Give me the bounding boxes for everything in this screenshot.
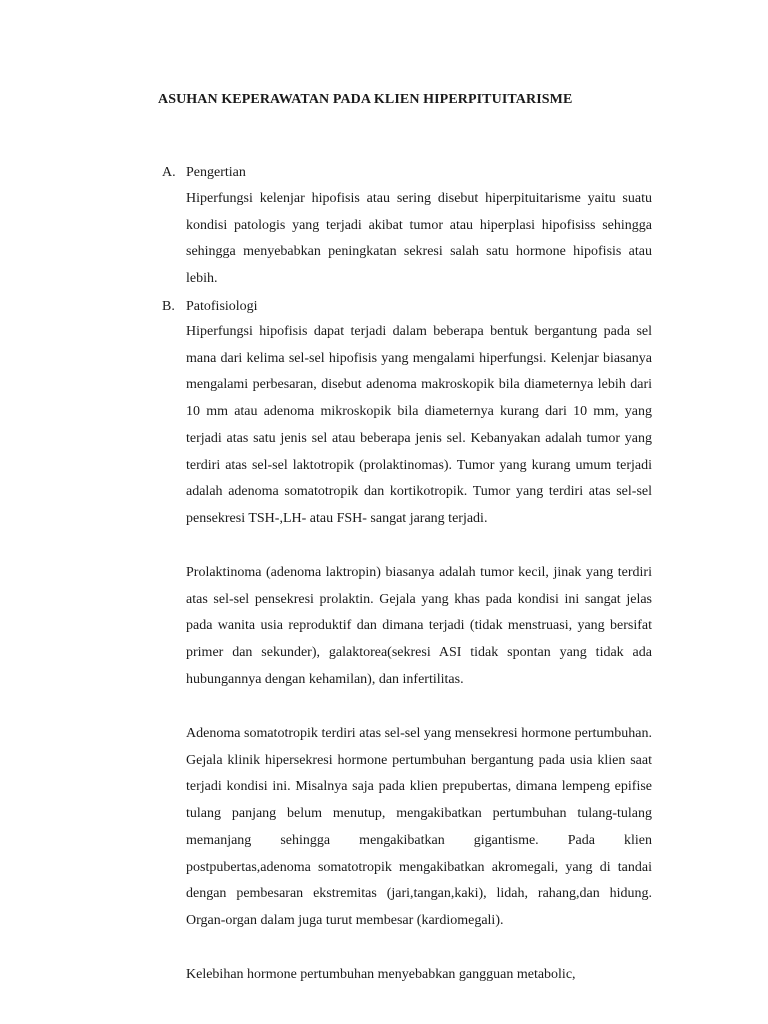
section-letter: A. [162,165,176,180]
section-title: Pengertian [186,165,246,180]
section-title: Patofisiologi [186,299,258,314]
section-letter: B. [162,299,175,314]
document-title: ASUHAN KEPERAWATAN PADA KLIEN HIPERPITUITARISME [158,92,573,107]
paragraph-prolaktinoma: Prolaktinoma (adenoma laktropin) biasanya adalah tumor kecil, jinak yang terdiri atas sel-sel pensekresi prolaktin. Gejala yang khas pada kondisi ini sangat jelas pada wanita usia reproduktif dan dimana terjadi (tidak menstruasi, yang bersifat primer dan sekunder), galaktorea(sekresi ASI tidak spontan yang tidak ada hubungannya dengan kehamilan), dan infertilitas. [186,565,652,687]
paragraph-patofisiologi-1: Hiperfungsi hipofisis dapat terjadi dalam beberapa bentuk bergantung pada sel mana dari kelima sel-sel hipofisis yang mengalami hiperfungsi. Kelenjar biasanya mengalami perbesaran, disebut adenoma makroskopik bila diameternya lebih dari 10 mm atau adenoma mikroskopik bila diameternya kurang dari 10 mm, yang terjadi atas satu jenis sel atau beberapa jenis sel. Kebanyakan adalah tumor yang terdiri atas sel-sel laktotropik (prolaktinomas). Tumor yang kurang umum terjadi adalah adenoma somatotropik dan kortikotropik. Tumor yang terdiri atas sel-sel pensekresi TSH-,LH- atau FSH- sangat jarang terjadi. [186,324,652,526]
section-heading-pengertian [162,165,246,181]
paragraph-adenoma-somatotropik: Adenoma somatotropik terdiri atas sel-sel yang mensekresi hormone pertumbuhan. Gejala klinik hipersekresi hormone pertumbuhan bergantung pada usia klien saat terjadi kondisi ini. Misalnya saja pada klien prepubertas, dimana lempeng epifise tulang panjang belum menutup, mengakibatkan pertumbuhan tulang-tulang memanjang sehingga mengakibatkan gigantisme. Pada klien postpubertas,adenoma somatotropik mengakibatkan akromegali, yang di tandai dengan pembesaran ekstremitas (jari,tangan,kaki), lidah, rahang,dan hidung. Organ-organ dalam juga turut membesar (kardiomegali). [186,726,652,928]
paragraph-kelebihan-hormone: Kelebihan hormone pertumbuhan menyebabkan gangguan metabolic, [186,967,576,982]
section-heading-patofisiologi [162,299,258,315]
paragraph-pengertian: Hiperfungsi kelenjar hipofisis atau sering disebut hiperpituitarisme yaitu suatu kondisi patologis yang terjadi akibat tumor atau hiperplasi hipofisiss sehingga sehingga menyebabkan peningkatan sekresi salah satu hormone hipofisis atau lebih. [186,191,652,287]
